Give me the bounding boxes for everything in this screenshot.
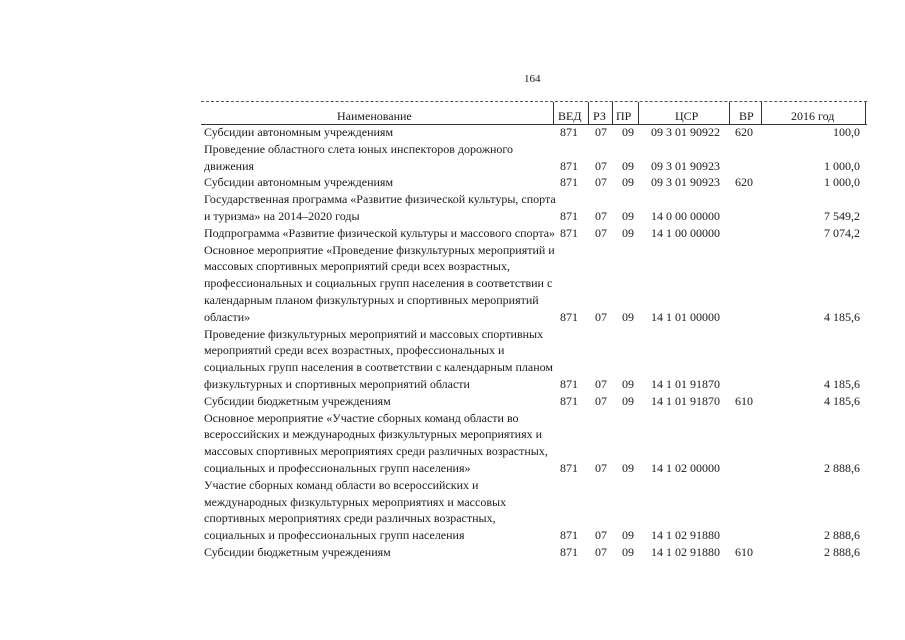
row-rz: 07 (595, 175, 607, 190)
row-pr: 09 (622, 225, 634, 240)
row-name: Государственная программа «Развитие физической культуры, спорта и туризма» на 2014–2020 годы (204, 192, 556, 223)
header-divider (612, 102, 613, 124)
header-vr: ВР (739, 109, 754, 123)
header-pr: ПР (616, 109, 632, 123)
row-name: Субсидии бюджетным учреждениям (204, 393, 391, 408)
table-row (204, 326, 866, 393)
row-rz: 07 (595, 208, 607, 223)
row-csr: 09 3 01 90922 (651, 125, 720, 139)
row-name: Основное мероприятие «Участие сборных команд области во всероссийских и международных физкультурных мероприятиях и массовых спортивных мероприятиях среди различных возрастных, социальных и профессиональных групп населения» (204, 410, 548, 475)
table-row (204, 141, 866, 175)
header-divider (638, 102, 639, 124)
header-ved: ВЕД (558, 109, 582, 123)
row-csr: 14 1 01 91870 (651, 376, 720, 391)
row-ved: 871 (560, 208, 578, 223)
row-csr: 14 1 01 91870 (651, 393, 720, 408)
row-name: Субсидии бюджетным учреждениям (204, 544, 391, 559)
row-sum: 2 888,6 (824, 528, 860, 543)
header-divider (865, 102, 866, 124)
row-csr: 09 3 01 90923 (651, 175, 720, 190)
table-row (204, 242, 866, 326)
row-ved: 871 (560, 376, 578, 391)
row-pr: 09 (622, 393, 634, 408)
row-pr: 09 (622, 158, 634, 173)
row-ved: 871 (560, 393, 578, 408)
row-pr: 09 (622, 544, 634, 559)
row-sum: 1 000,0 (824, 175, 860, 190)
row-rz: 07 (595, 225, 607, 240)
row-sum: 4 185,6 (824, 393, 860, 408)
row-name: Участие сборных команд области во всероссийских и международных физкультурных мероприятиях и массовых спортивных мероприятиях среди различных возрастных, социальных и профессиональных групп населения (204, 477, 507, 543)
row-pr: 09 (622, 309, 634, 324)
row-rz: 07 (595, 158, 607, 173)
row-name: Подпрограмма «Развитие физической культуры и массового спорта» (204, 225, 556, 240)
row-sum: 4 185,6 (824, 309, 860, 324)
row-rz: 07 (595, 376, 607, 391)
row-rz: 07 (595, 393, 607, 408)
page-number: 164 (524, 73, 541, 85)
row-name: Субсидии автономным учреждениям (204, 125, 394, 139)
header-divider (761, 102, 762, 124)
row-ved: 871 (560, 544, 578, 559)
row-csr: 09 3 01 90923 (651, 158, 720, 173)
row-csr: 14 1 02 00000 (651, 460, 720, 475)
header-name: Наименование (337, 109, 412, 123)
row-rz: 07 (595, 460, 607, 475)
row-sum: 2 888,6 (824, 460, 860, 475)
header-divider (729, 102, 730, 124)
row-csr: 14 1 02 91880 (651, 528, 720, 543)
row-name: Субсидии автономным учреждениям (204, 175, 394, 190)
row-pr: 09 (622, 376, 634, 391)
header-divider (553, 102, 554, 124)
row-vr: 620 (735, 175, 753, 190)
row-pr: 09 (622, 528, 634, 543)
row-ved: 871 (560, 158, 578, 173)
row-vr: 610 (735, 544, 753, 559)
row-rz: 07 (595, 544, 607, 559)
row-vr: 610 (735, 393, 753, 408)
row-sum: 7 074,2 (824, 225, 860, 240)
row-csr: 14 1 00 00000 (651, 225, 720, 240)
row-sum: 1 000,0 (824, 158, 860, 173)
header-divider (588, 102, 589, 124)
row-pr: 09 (622, 208, 634, 223)
row-pr: 09 (622, 175, 634, 190)
row-ved: 871 (560, 460, 578, 475)
table-row (204, 393, 866, 410)
row-name: Проведение областного слета юных инспекторов дорожного движения (204, 141, 514, 173)
row-sum: 4 185,6 (824, 376, 860, 391)
row-name: Проведение физкультурных мероприятий и массовых спортивных мероприятий среди всех возрастных, профессиональных и социальных групп населения в соответствии с календарным планом физкультурных и спортивных мероприятий области (204, 326, 554, 391)
table-row (204, 225, 866, 242)
header-rz: РЗ (593, 109, 606, 123)
row-sum: 100,0 (833, 125, 860, 139)
row-pr: 09 (622, 460, 634, 475)
header-year: 2016 год (791, 109, 835, 123)
table-row (204, 544, 866, 561)
row-pr: 09 (622, 125, 634, 139)
row-sum: 2 888,6 (824, 544, 860, 559)
row-sum: 7 549,2 (824, 208, 860, 223)
row-rz: 07 (595, 528, 607, 543)
row-rz: 07 (595, 125, 607, 139)
row-ved: 871 (560, 175, 578, 190)
row-rz: 07 (595, 309, 607, 324)
row-csr: 14 0 00 00000 (651, 208, 720, 223)
row-ved: 871 (560, 225, 578, 240)
header-csr: ЦСР (675, 109, 699, 123)
table-row (204, 477, 866, 544)
row-csr: 14 1 01 00000 (651, 309, 720, 324)
table-row (204, 410, 866, 477)
budget-table-body (204, 124, 866, 561)
table-header (201, 101, 867, 125)
row-csr: 14 1 02 91880 (651, 544, 720, 559)
table-row (204, 191, 866, 225)
row-ved: 871 (560, 528, 578, 543)
row-ved: 871 (560, 309, 578, 324)
row-name: Основное мероприятие «Проведение физкультурных мероприятий и массовых спортивных мероприятий среди всех возрастных, профессиональных и социальных групп населения в соответствии с календарным планом физкультурных и спортивных мероприятий области» (204, 242, 555, 324)
row-ved: 871 (560, 125, 578, 139)
table-row (204, 174, 866, 191)
table-row (204, 124, 866, 141)
row-vr: 620 (735, 125, 753, 139)
